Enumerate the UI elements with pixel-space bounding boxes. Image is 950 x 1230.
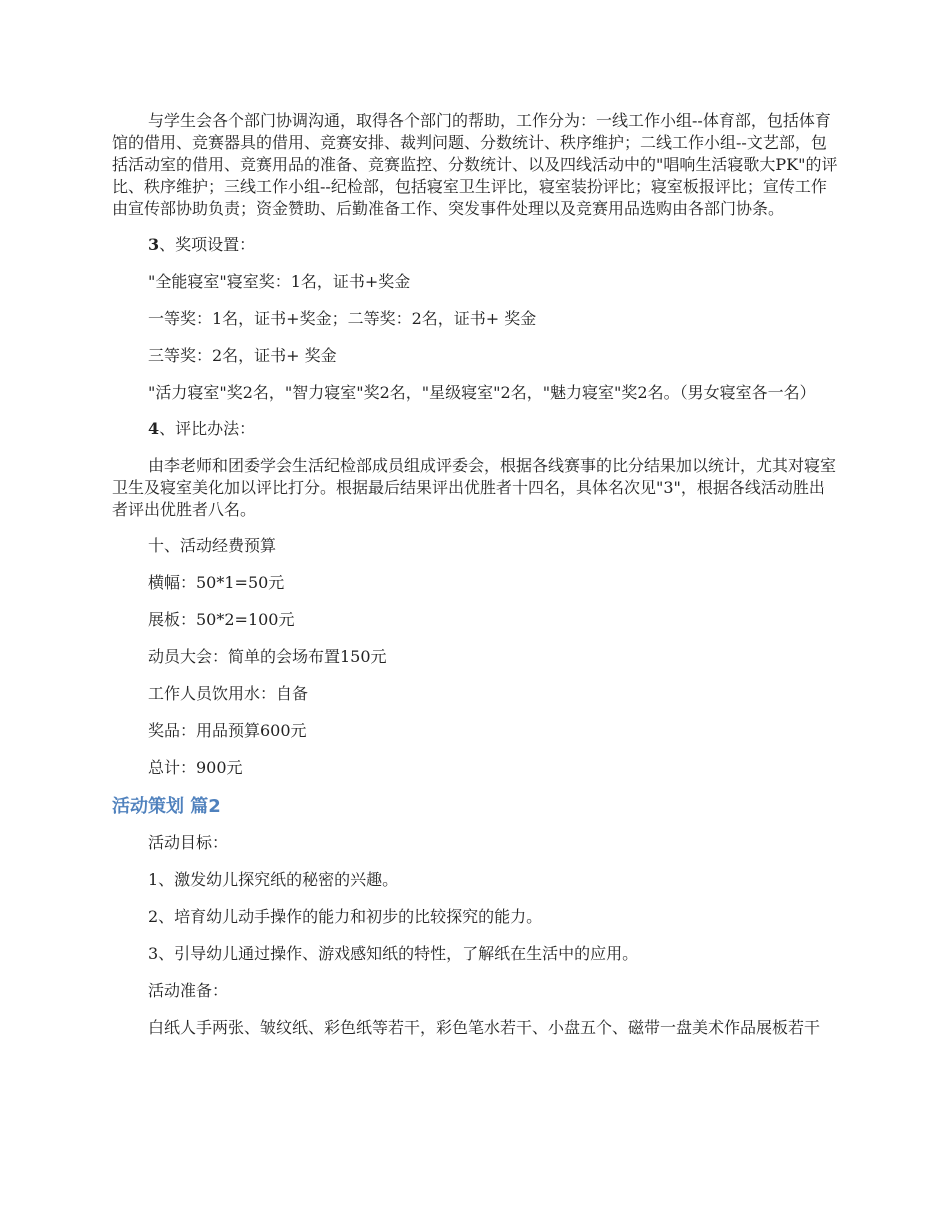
section-title: 活动策划 篇2 — [112, 796, 221, 817]
goal-item-1: 1、激发幼儿探究纸的秘密的兴趣。 — [148, 870, 399, 889]
budget-display-board: 展板：50*2=100元 — [148, 610, 295, 629]
heading-activity-preparation: 活动准备： — [148, 981, 229, 1000]
document-page — [112, 110, 840, 1054]
budget-banner: 横幅：50*1=50元 — [148, 573, 285, 592]
paragraph-award-all-round: "全能寝室"寝室奖：1名，证书+奖金 — [148, 272, 411, 291]
heading-awards-number: 3 — [148, 235, 160, 254]
heading-evaluation — [112, 418, 840, 440]
goal-item-2: 2、培育幼儿动手操作的能力和初步的比较探究的能力。 — [148, 907, 543, 926]
paragraph-award-first-second: 一等奖：1名，证书+奖金；二等奖：2名，证书+ 奖金 — [148, 309, 537, 328]
heading-activity-goals: 活动目标： — [148, 833, 229, 852]
budget-total: 总计：900元 — [148, 758, 243, 777]
paragraph-preparation-materials: 白纸人手两张、皱纹纸、彩色纸等若干，彩色笔水若干、小盘五个、磁带一盘美术作品展板若干 — [148, 1018, 821, 1037]
heading-awards-text: 、奖项设置： — [159, 235, 256, 254]
paragraph-award-special: "活力寝室"奖2名，"智力寝室"奖2名，"星级寝室"2名，"魅力寝室"奖2名。（男女寝室各一名） — [148, 383, 816, 402]
goal-item-3: 3、引导幼儿通过操作、游戏感知纸的特性，了解纸在生活中的应用。 — [148, 944, 639, 963]
heading-evaluation-number: 4 — [148, 419, 160, 438]
paragraph-award-third: 三等奖：2名，证书+ 奖金 — [148, 346, 337, 365]
budget-mobilization: 动员大会：简单的会场布置150元 — [148, 647, 387, 666]
heading-budget: 十、活动经费预算 — [148, 536, 277, 555]
paragraph-work-division: 与学生会各个部门协调沟通，取得各个部门的帮助，工作分为：一线工作小组--体育部，包括体育馆的借用、竞赛器具的借用、竞赛安排、裁判问题、分数统计、秩序维护；二线工作小组--文艺部，包括活动室的借用、竞赛用品的准备、竞赛监控、分数统计、以及四线活动中的"唱响生活寝歌大PK"的评比、秩序维护；三线工作小组--纪检部，包括寝室卫生评比，寝室装扮评比；寝室板报评比；宣传工作由宣传部协助负责；资金赞助、后勤准备工作、突发事件处理以及竞赛用品选购由各部门协条。 — [112, 111, 838, 218]
budget-water: 工作人员饮用水：自备 — [148, 684, 309, 703]
heading-awards — [112, 234, 840, 256]
heading-evaluation-text: 、评比办法： — [159, 419, 256, 438]
paragraph-evaluation-method: 由李老师和团委学会生活纪检部成员组成评委会，根据各线赛事的比分结果加以统计，尤其对寝室卫生及寝室美化加以评比打分。根据最后结果评出优胜者十四名，具体名次见"3"，根据各线活动胜出者评出优胜者八名。 — [112, 456, 837, 519]
budget-prizes: 奖品：用品预算600元 — [148, 721, 307, 740]
